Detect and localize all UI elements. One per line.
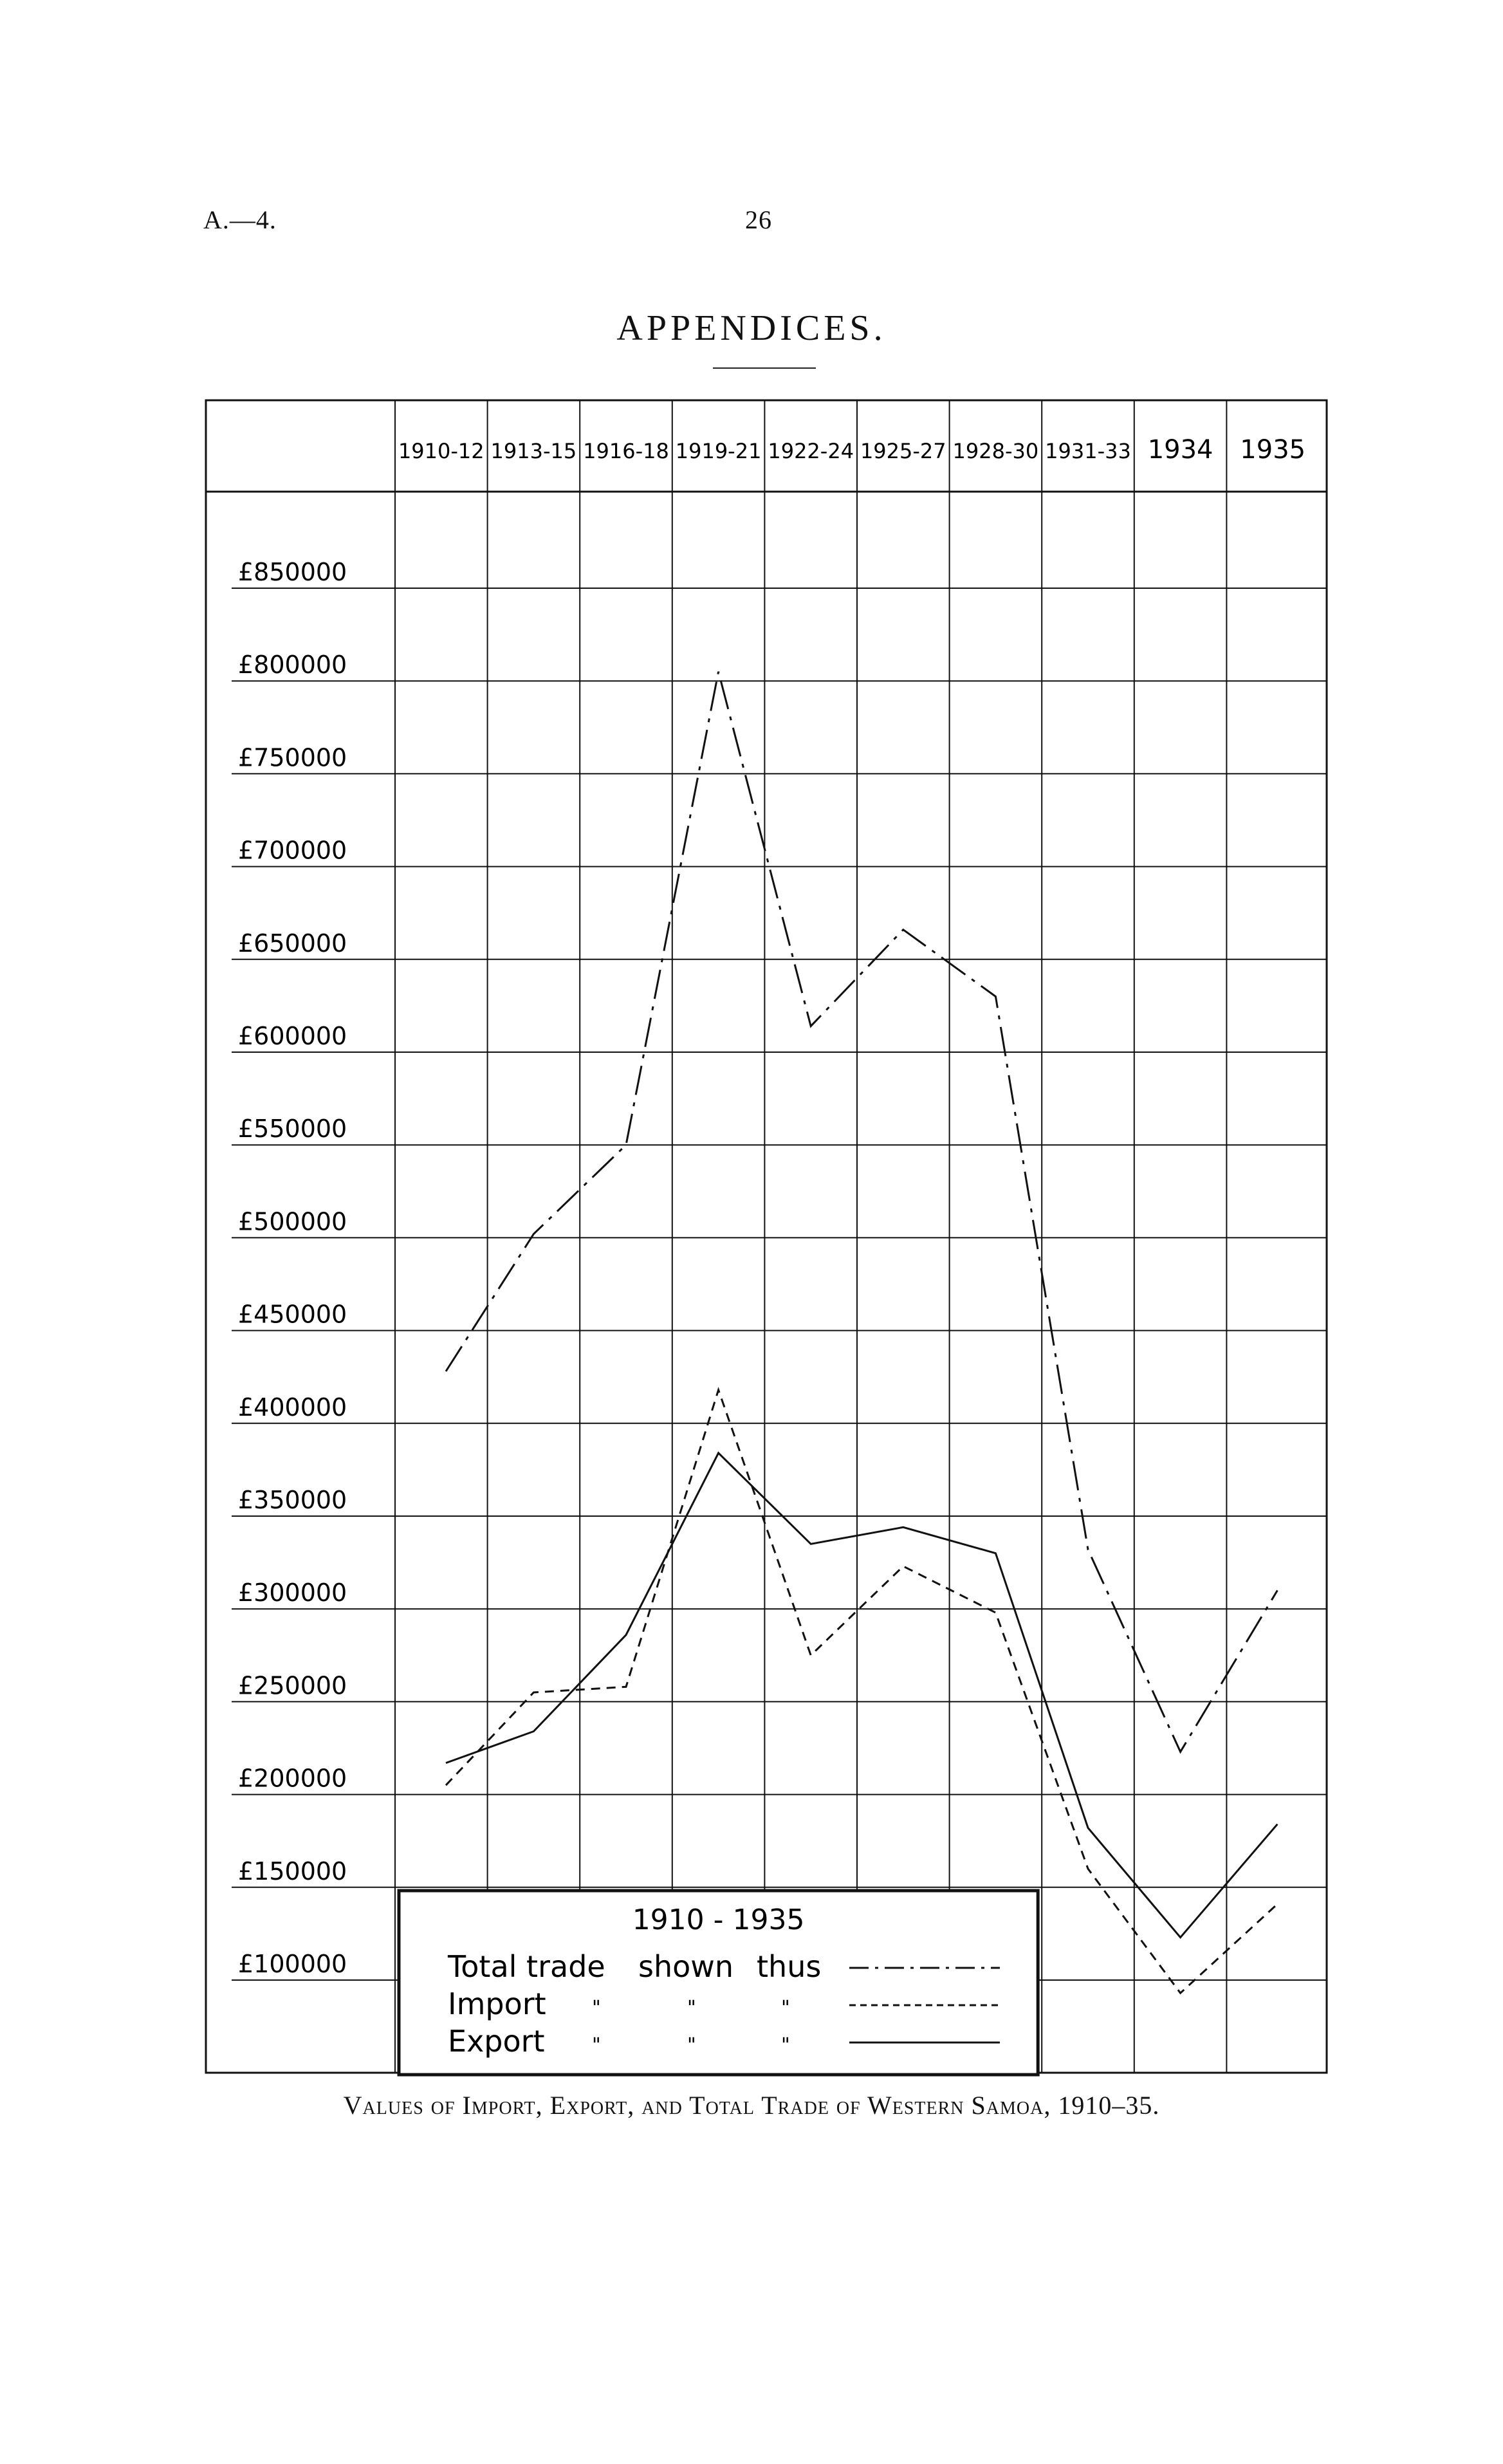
chart-frame xyxy=(206,400,1327,2073)
document-code: A.—4. xyxy=(203,205,277,234)
y-tick-label: £150000 xyxy=(238,1857,347,1885)
y-tick-label: £100000 xyxy=(238,1950,347,1978)
legend-ditto: " xyxy=(687,1997,696,2019)
legend-word: shown xyxy=(638,1949,734,1984)
figure-caption xyxy=(0,2090,1503,2120)
legend-tail: thus xyxy=(757,1949,822,1984)
category-label: 1916-18 xyxy=(583,439,669,463)
y-tick-label: £500000 xyxy=(238,1207,347,1236)
y-tick-label: £450000 xyxy=(238,1300,347,1329)
page-heading: APPENDICES. xyxy=(616,308,887,348)
legend-word: " xyxy=(592,2034,601,2057)
y-tick-label: £750000 xyxy=(238,743,347,772)
category-label: 1913-15 xyxy=(490,439,577,463)
y-tick-label: £250000 xyxy=(238,1671,347,1700)
chart-legend xyxy=(399,1891,1038,2075)
legend-title: 1910 - 1935 xyxy=(632,1904,805,1936)
legend-label: Import xyxy=(448,1987,546,2021)
legend-word: " xyxy=(592,1997,601,2019)
y-tick-label: £300000 xyxy=(238,1579,347,1607)
page-number: 26 xyxy=(745,205,772,234)
category-label: 1910-12 xyxy=(398,439,484,463)
category-label: 1919-21 xyxy=(675,439,762,463)
category-label: 1928-30 xyxy=(952,439,1039,463)
category-label: 1922-24 xyxy=(768,439,854,463)
y-tick-label: £650000 xyxy=(238,929,347,958)
figure-caption-text: Values of Import, Export, and Total Trade of Western Samoa, 1910–35. xyxy=(343,2091,1160,2120)
legend-label: Export xyxy=(448,2024,545,2059)
y-tick-label: £850000 xyxy=(238,558,347,586)
y-tick-label: £800000 xyxy=(238,651,347,680)
category-label: 1935 xyxy=(1240,435,1306,465)
legend-ditto: " xyxy=(687,2034,696,2057)
chart-grid xyxy=(206,400,1327,2073)
y-tick-label: £350000 xyxy=(238,1486,347,1514)
category-label: 1931-33 xyxy=(1045,439,1131,463)
y-tick-label: £200000 xyxy=(238,1764,347,1793)
y-tick-label: £550000 xyxy=(238,1115,347,1144)
category-label: 1934 xyxy=(1147,435,1213,465)
y-tick-label: £400000 xyxy=(238,1393,347,1422)
legend-label: Total trade xyxy=(448,1949,605,1984)
series-line-export xyxy=(446,1453,1277,1938)
series-line-total-trade xyxy=(446,672,1277,1752)
legend-tail: " xyxy=(781,2034,790,2057)
legend-tail: " xyxy=(781,1997,790,2019)
chart-ticks xyxy=(238,435,1305,1978)
y-tick-label: £700000 xyxy=(238,836,347,865)
category-label: 1925-27 xyxy=(860,439,946,463)
y-tick-label: £600000 xyxy=(238,1022,347,1050)
